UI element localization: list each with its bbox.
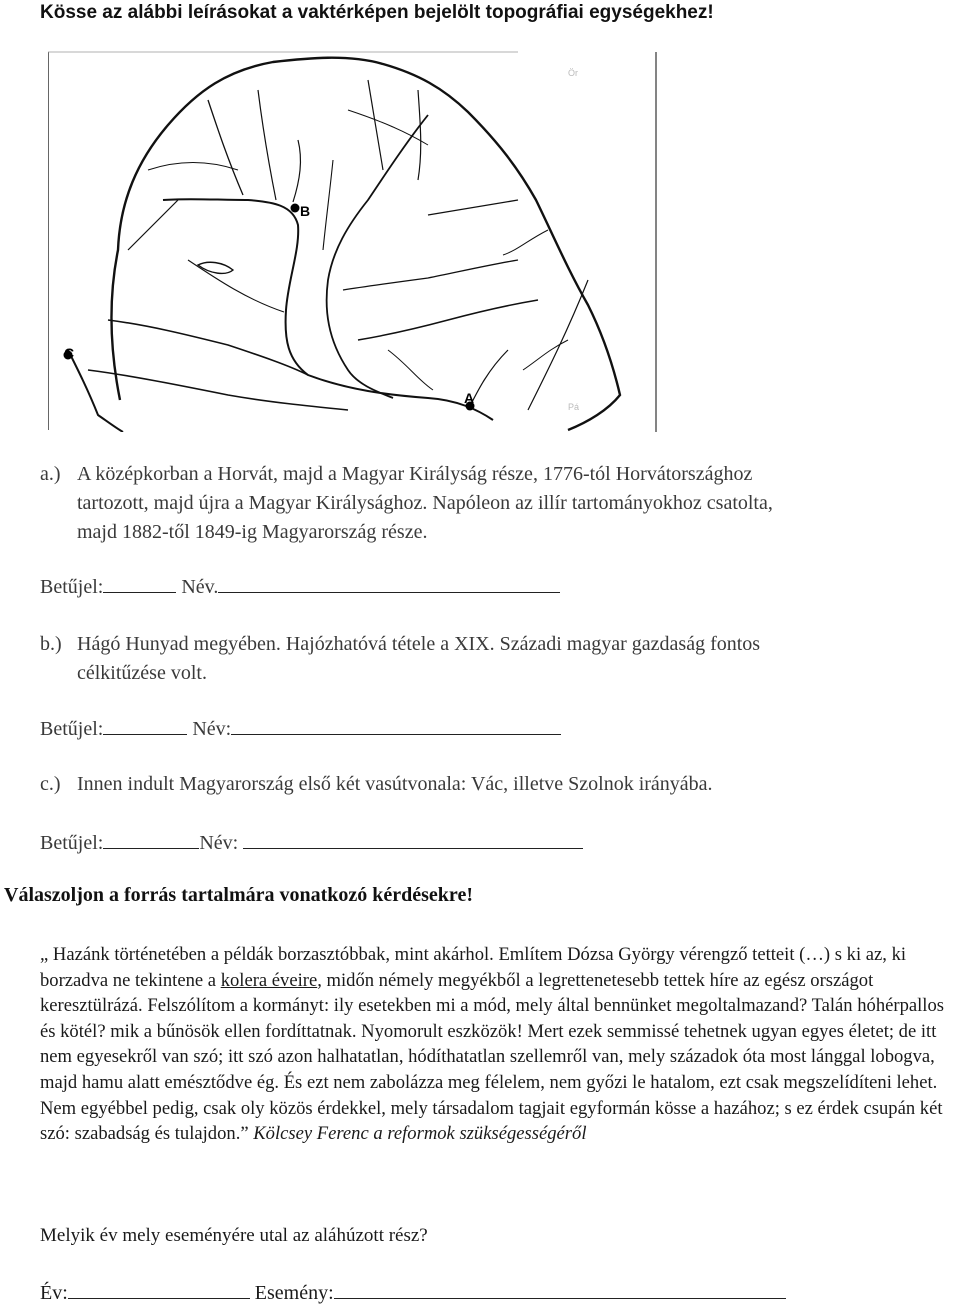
river-east-1 (503, 230, 548, 255)
answer-row-b (40, 716, 561, 741)
map-border (111, 58, 620, 430)
nev-label-c: Név: (199, 832, 239, 854)
betujel-label-b: Betűjel: (40, 718, 104, 740)
page-title: Kösse az alábbi leírásokat a vaktérképen bejelölt topográfiai egységekhez! (40, 2, 714, 23)
question-b (40, 630, 940, 688)
question-b-number: b.) (40, 633, 62, 655)
map-ghost-text-2: Pá (568, 402, 580, 412)
marker-b-dot (291, 204, 300, 213)
question-a-line1: A középkorban a Horvát, majd a Magyar Királyság része, 1776-tól Horvátországhoz (77, 463, 753, 485)
river-tisza (327, 115, 428, 398)
river-bodrog (418, 90, 421, 180)
question-b-line1: Hágó Hunyad megyében. Hajózhatóvá tétele a XIX. Századi magyar gazdaság fontos (77, 633, 761, 655)
river-drava (108, 320, 308, 375)
question-c (40, 770, 940, 799)
quote-underlined: kolera éveire (220, 969, 318, 991)
final-answer-row (40, 1280, 786, 1305)
river-ipoly (293, 140, 300, 202)
river-danube (163, 199, 493, 420)
question-c-line1: Innen indult Magyarország első két vasútvonala: Vác, illetve Szolnok irányába. (77, 773, 713, 795)
marker-c-label: C (64, 345, 75, 361)
answer-row-a (40, 574, 560, 599)
river-koros (343, 260, 518, 290)
river-vah (208, 100, 243, 195)
quote-part2: , midőn némely megyékből a legrettenetesebb tettek híre az egész országot keresztülrázá. Felszólítom a kormányt: ily esetekben mi a mód, mely által bennünket megoltalmazand? Talán hóhérpallos és kötél? mik a bűnösök ellen fordíttatnak. Nyomorult eszközök! Mert ezek semmissé tehetnek ugyan egyes életet; de itt nem egyesekről van szó; itt szó azon halhatatlan, hódíthatatlan szellemről van, mely századok óta most lánggal lobogva, majd hamu alatt emésztődve ég. És ezt nem zabolázza meg félelem, nem győzi le hatalom, ezt csak megszelídíteni lehet. Nem egyébbel pedig, csak oly közös érdekkel, mely társadalom tagjait egyformán kösse a hazához; s ez érdek csupán két szó: szabadság és tulajdon.” (40, 969, 944, 1145)
section-heading: Válaszoljon a forrás tartalmára vonatkozó kérdésekre! (4, 884, 473, 906)
question-a-number: a.) (40, 463, 61, 485)
river-raba (128, 200, 178, 250)
marker-a-label: A (464, 390, 475, 406)
nev-label-b: Név: (192, 718, 232, 740)
quote-attribution: Kölcsey Ferenc a reformok szükségességéről (253, 1123, 587, 1145)
river-east-2 (523, 340, 568, 370)
nev-label-a: Név. (181, 576, 219, 598)
question-a-line2: tartozott, majd újra a Magyar Királysághoz. Napóleon az illír tartományokhoz csatolta, (77, 492, 773, 514)
river-south-1 (388, 350, 433, 390)
quote-part1: „ Hazánk történetében a példák borzasztóbbak, mint akárhol. Említem Dózsa György vérengző tetteit (…) s ki az, ki borzadva ne tekintene a (40, 944, 907, 991)
answer-row-c (40, 830, 583, 855)
question-b-line2: célkitűzése volt. (77, 662, 207, 684)
river-garam (258, 90, 276, 200)
source-quote (40, 942, 960, 1147)
marker-b-label: B (300, 203, 311, 219)
nev-blank-c-extra[interactable] (473, 830, 583, 849)
river-north-2 (348, 110, 428, 145)
ev-label: Év: (40, 1282, 68, 1304)
lake-balaton (198, 262, 233, 273)
river-hernad (368, 80, 383, 170)
nev-blank-c[interactable] (243, 830, 473, 849)
esemeny-blank[interactable] (334, 1280, 786, 1299)
betujel-blank-c[interactable] (103, 830, 199, 849)
esemeny-label: Esemény: (254, 1282, 334, 1304)
river-maros (358, 300, 538, 340)
blank-map (48, 50, 658, 432)
betujel-label-a: Betűjel: (40, 576, 104, 598)
betujel-blank-a[interactable] (103, 574, 176, 593)
question-c-number: c.) (40, 773, 61, 795)
river-zagyva (323, 160, 333, 250)
river-szamos (428, 200, 518, 215)
question-year: Melyik év mely eseményére utal az aláhúzott rész? (40, 1225, 428, 1246)
betujel-label-c: Betűjel: (40, 832, 104, 854)
ev-blank[interactable] (68, 1280, 250, 1299)
betujel-blank-b[interactable] (103, 716, 187, 735)
nev-blank-b[interactable] (231, 716, 561, 735)
nev-blank-a[interactable] (218, 574, 560, 593)
question-a-line3: majd 1882-től 1849-ig Magyarország része. (77, 521, 428, 543)
question-a (40, 460, 940, 547)
map-ghost-text-1: Ör (568, 68, 578, 78)
river-north-1 (148, 163, 238, 171)
